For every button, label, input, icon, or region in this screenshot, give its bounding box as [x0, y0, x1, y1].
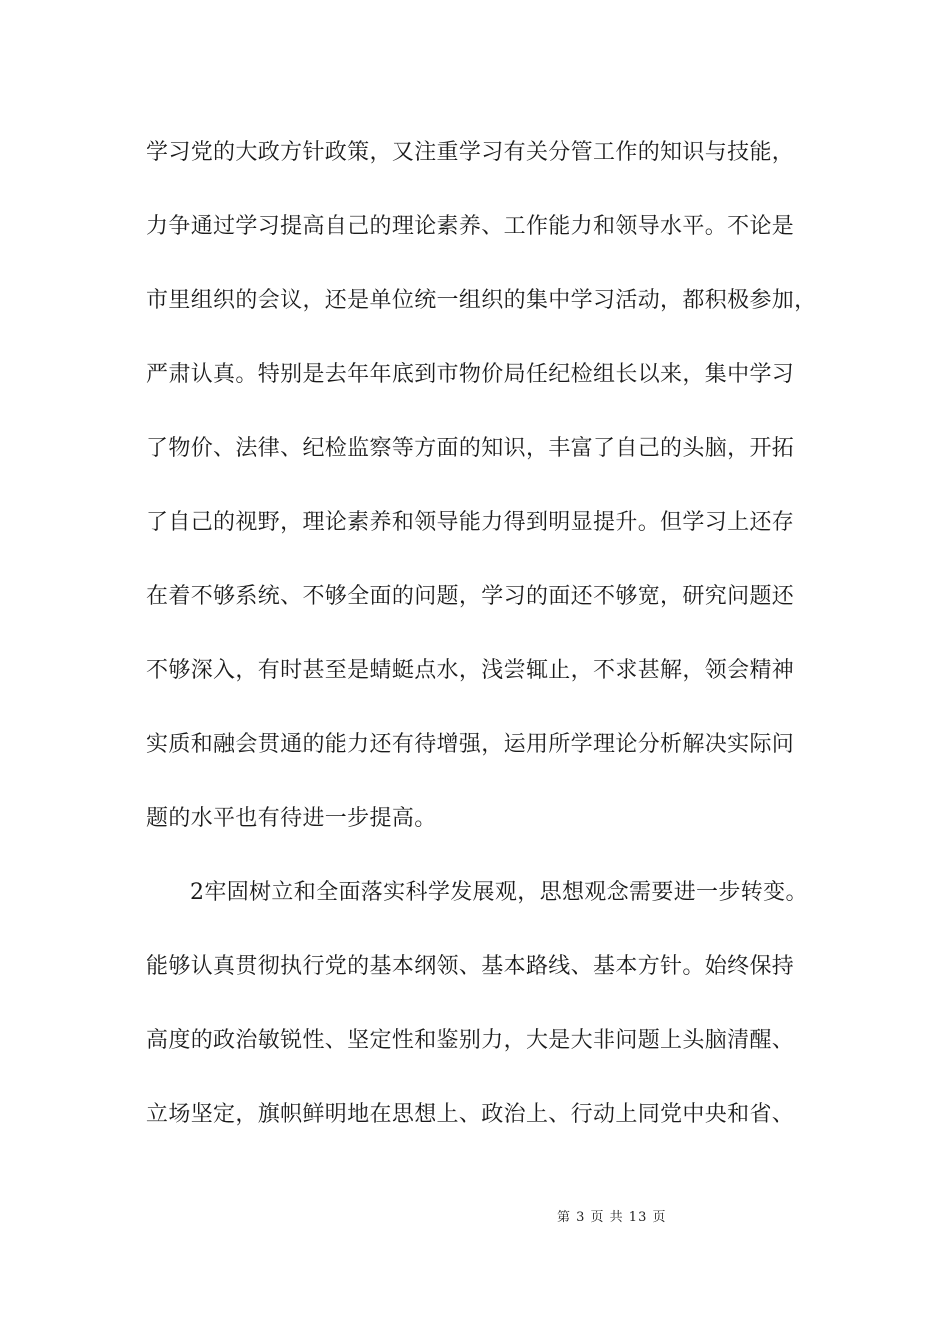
text-line: 严肃认真。特别是去年年底到市物价局任纪检组长以来，集中学习	[146, 362, 795, 387]
text-line: 实质和融会贯通的能力还有待增强，运用所学理论分析解决实际问	[146, 732, 795, 757]
document-body	[146, 133, 836, 1169]
text-line: 题的水平也有待进一步提高。	[146, 806, 437, 831]
text-line: 力争通过学习提高自己的理论素养、工作能力和领导水平。不论是	[146, 214, 795, 239]
page-number-footer: 第 3 页 共 13 页	[557, 1210, 667, 1225]
text-line: 高度的政治敏锐性、坚定性和鉴别力，大是大非问题上头脑清醒、	[146, 1028, 795, 1053]
text-line: 了自己的视野，理论素养和领导能力得到明显提升。但学习上还存	[146, 510, 795, 535]
text-line: 在着不够系统、不够全面的问题，学习的面还不够宽，研究问题还	[146, 584, 795, 609]
text-line: 学习党的大政方针政策，又注重学习有关分管工作的知识与技能，	[146, 140, 795, 165]
text-line: 能够认真贯彻执行党的基本纲领、基本路线、基本方针。始终保持	[146, 954, 795, 979]
text-line: 市里组织的会议，还是单位统一组织的集中学习活动，都积极参加，	[146, 288, 817, 313]
text-line: 了物价、法律、纪检监察等方面的知识，丰富了自己的头脑，开拓	[146, 436, 795, 461]
text-line: 不够深入，有时甚至是蜻蜓点水，浅尝辄止，不求甚解，领会精神	[146, 658, 795, 683]
paragraph-start-line: 2牢固树立和全面落实科学发展观，思想观念需要进一步转变。	[190, 880, 808, 905]
text-line: 立场坚定，旗帜鲜明地在思想上、政治上、行动上同党中央和省、	[146, 1102, 795, 1127]
